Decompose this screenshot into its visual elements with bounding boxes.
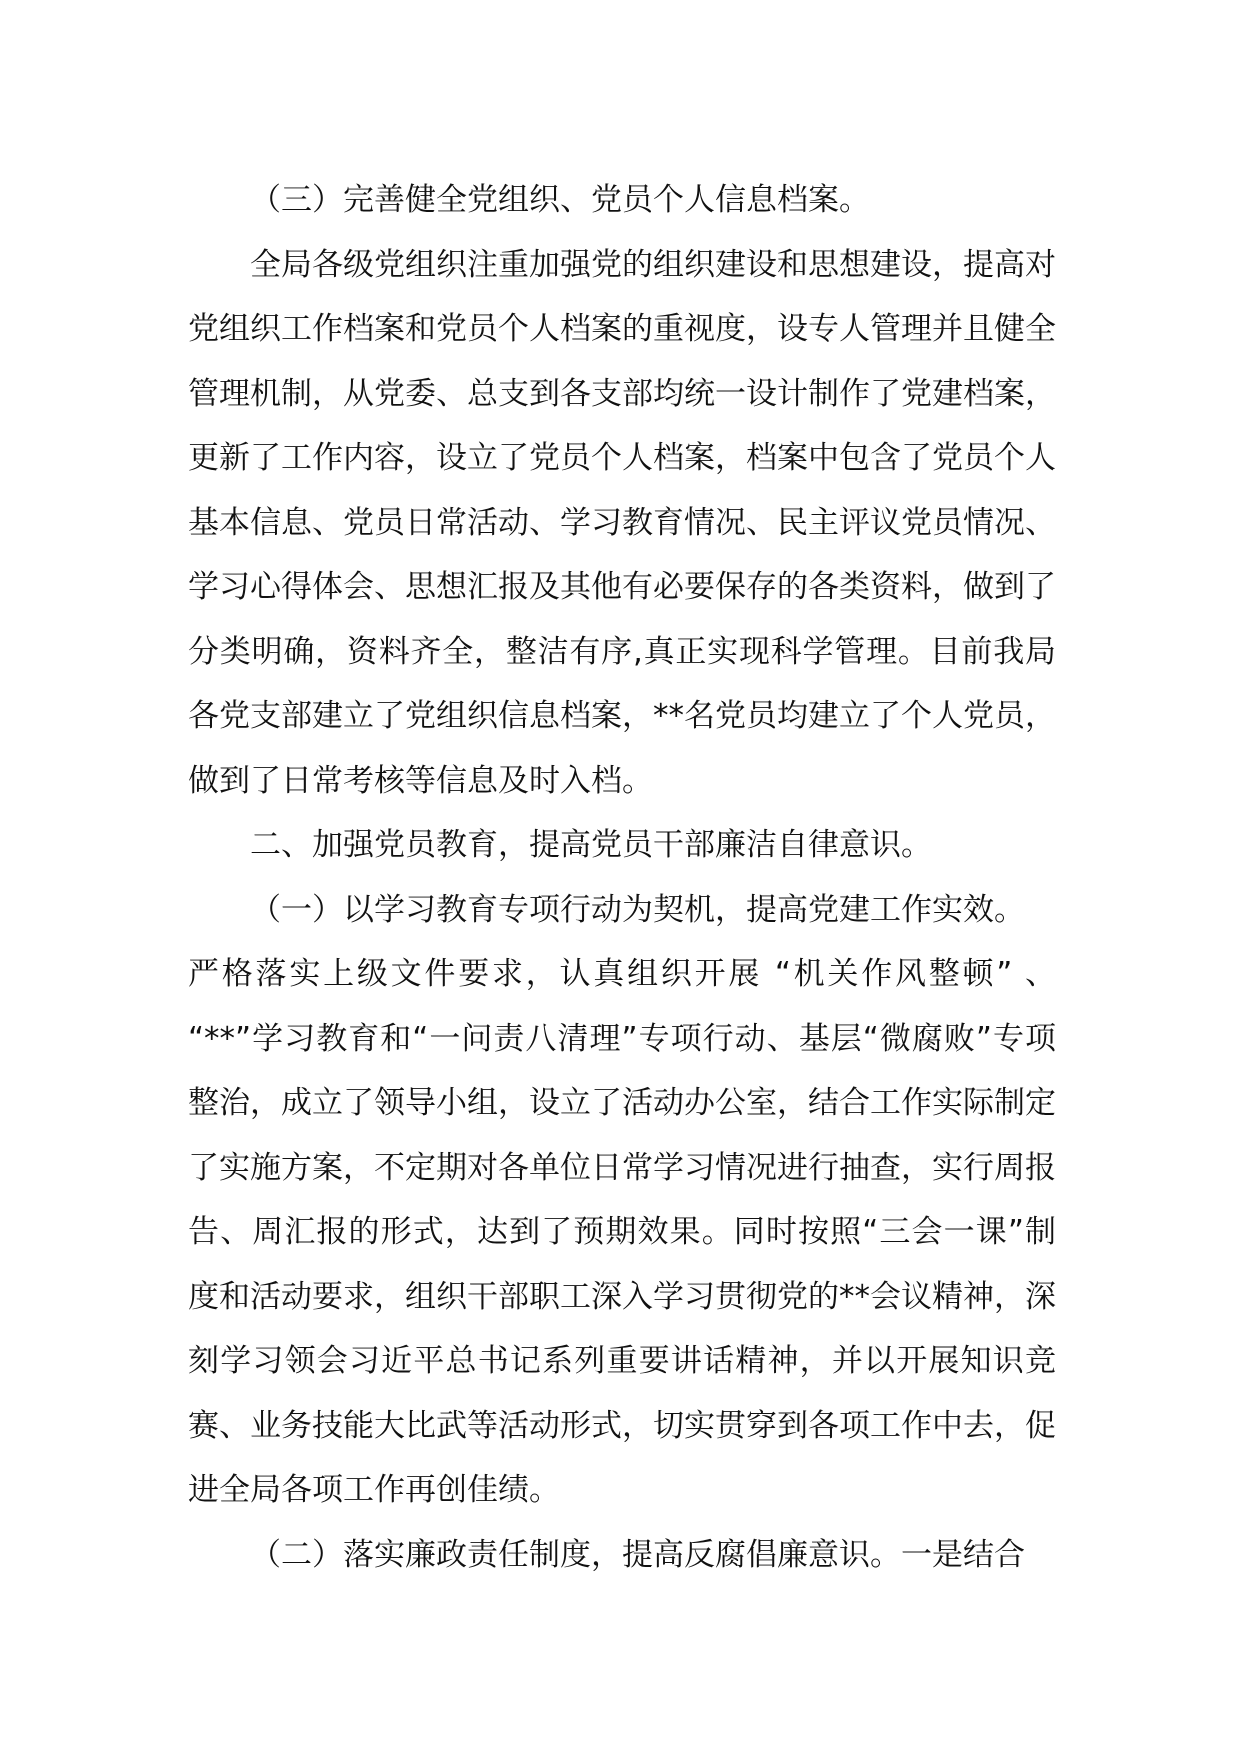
paragraph-archives: 全局各级党组织注重加强党的组织建设和思想建设，提高对党组织工作档案和党员个人档案的重视度，设专人管理并且健全管理机制，从党委、总支到各支部均统一设计制作了党建档案，更新了工作内容，设立了党员个人档案，档案中包含了党员个人基本信息、党员日常活动、学习教育情况、民主评议党员情况、学习心得体会、思想汇报及其他有必要保存的各类资料，做到了分类明确，资料齐全，整洁有序,真正实现科学管理。目前我局各党支部建立了党组织信息档案，**名党员均建立了个人党员，做到了日常考核等信息及时入档。 (188, 246, 1056, 799)
document-body (188, 168, 1056, 1587)
paragraph-study-campaign: 严格落实上级文件要求，认真组织开展 “机关作风整顿” 、 “**”学习教育和“一问责八清理”专项行动、基层“微腐败”专项整治，成立了领导小组，设立了活动办公室，结合工作实际制定了实施方案，不定期对各单位日常学习情况进行抽查，实行周报告、周汇报的形式，达到了预期效果。同时按照“三会一课”制度和活动要求，组织干部职工深入学习贯彻党的**会议精神，深刻学习领会习近平总书记系列重要讲话精神，并以开展知识竞赛、业务技能大比武等活动形式，切实贯穿到各项工作中去，促进全局各项工作再创佳绩。 (188, 956, 1056, 1508)
subheading-integrity: （二）落实廉政责任制度，提高反腐倡廉意识。一是结合 (250, 1536, 1025, 1573)
subheading-archives: （三）完善健全党组织、党员个人信息档案。 (250, 182, 870, 218)
subheading-study-campaign: （一）以学习教育专项行动为契机，提高党建工作实效。 (250, 891, 1025, 928)
section-heading-education: 二、加强党员教育，提高党员干部廉洁自律意识。 (250, 827, 932, 863)
